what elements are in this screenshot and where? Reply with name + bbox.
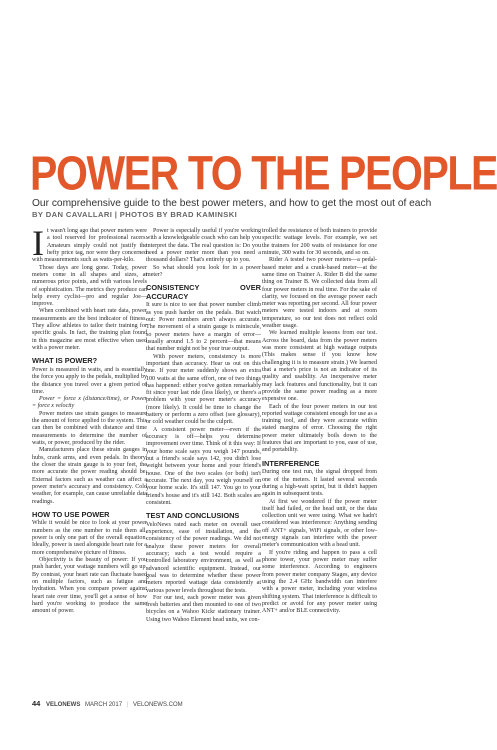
paragraph: Each of the four power meters in our test reported wattage consistent enough for use as a training tool, and they were accurate within stated margins of error. Choosing the right power meter ultimately boils down to the features that are important to you, ease of use, and portability. [262,403,377,454]
section-heading-interference: INTERFERENCE [262,458,320,468]
paragraph: A consistent power meter—even if the accuracy is off—helps you determine improvement over time. Think of it this way: If your home scale says you weigh 147 pounds, but a friend's scale says 142, you didn't lose weight between your home and your friend's house. One of the two scales (or both) isn't accurate. The next day, you weigh yourself on your home scale. It's still 147. You go to your friend's house and it's still 142. Both scales are consistent. [146,426,261,506]
section-heading-how-to-use-power: HOW TO USE POWER [32,509,110,519]
section-heading-what-is-power: WHAT IS POWER? [32,356,98,366]
article-subtitle: Our comprehensive guide to the best power meters, and how to get the most out of each [32,198,432,209]
paragraph: So what should you look for in a power meter? [146,264,261,278]
page-footer [32,699,183,708]
paragraph: We learned multiple lessons from our test. Across the board, data from the power meters was more consistent at high wattage outputs (This makes sense if you know how challenging it is to measure strain.) We learned that a meter's price is not an indicator of its quality and usability. An inexpensive meter may lack features and functionality, but it can provide the same power reading as a more expensive one. [262,330,377,403]
section-heading-consistency: CONSISTENCY OVER ACCURACY [146,283,261,301]
paragraph: It sure is nice to see that power number climb as you push harder on the pedals. But watch out: Power numbers aren't always accurate. The movement of a strain gauge is miniscule, so power meters have a margin of error—usually around 1.5 to 2 percent—that means that number might not be your true output. [146,302,261,353]
footer-brand: VELONEWS [46,702,81,708]
article-byline: BY DAN CAVALLARI | PHOTOS BY BRAD KAMINSKI [32,210,238,219]
article-title: POWER TO THE PEOPLE [30,145,497,201]
paragraph: During one test run, the signal dropped from one of the meters. It lasted several seconds during a high-watt sprint, but it didn't happen again in subsequent tests. [262,469,377,498]
paragraph: Power meters use strain gauges to measure the amount of force applied to the system. This can then be combined with distance and time measurements to determine the number of watts, or power, produced by the rider. [32,410,147,447]
paragraph: At first we wondered if the power meter itself had failed, or the head unit, or the data collection unit we were using. What we hadn't considered was interference: Anything sending off ANT+ signals, WiFi signals, or other low-energy signals can interfere with the power meter's communication with a head unit. [262,498,377,549]
text-column-1 [32,223,147,616]
paragraph: VeloNews rated each meter on overall user experience, ease of installation, and the consistency of the power readings. We did not analyze these power meters for overall accuracy; such a test would require a controlled laboratory environment, as well as advanced scientific equipment. Instead, our goal was to determine whether these power meters reported wattage data consistently at various power levels throughout the tests. [146,521,261,594]
text-column-2 [146,228,261,624]
paragraph: If you're riding and happen to pass a cell phone tower, your power meter may suffer some interference. According to engineers from power meter company Stages, any device using the 2.4 GHz bandwidth can interfere with a power meter, including your wireless shifting system. That interference is difficult to predict or avoid for any power meter using ANT+ and/or BLE connectivity. [262,549,377,615]
paragraph: For our test, each power meter was given fresh batteries and then mounted to one of two bicycles on a Wahoo Kickr stationary trainer. Using two Wahoo Element head units, we con- [146,594,261,623]
paragraph: While it would be nice to look at your power numbers as the one number to rule them all, power is only one part of the overall equation. Ideally, power is used alongside heart rate for a more comprehensive picture of fitness. [32,520,147,556]
section-heading-test-and-conclusions: TEST AND CONCLUSIONS [146,511,240,521]
paragraph: Those days are long gone. Today, power meters come in all shapes and sizes, at numerous price points, and with various levels of sophistication. The metrics they produce can help every cyclist—pro and regular Joe—improve. [32,264,147,308]
paragraph: Power is measured in watts, and is essentially the force you apply to the pedals, multiplied by the distance you travel over a given period of time. [32,366,147,395]
intro-paragraph: It wasn't long ago that power meters were a tool reserved for professional racers. Amateurs simply could not justify the hefty price tag, nor were they concerned with measurements such as watts-per-kilo. [32,223,147,264]
paragraph: Objectivity is the beauty of power: If you push harder, your wattage numbers will go up. By contrast, your heart rate can fluctuate based on multiple factors, such as fatigue and hydration. When you compare power against heart rate over time, you'll get a sense of how hard you're working to produce the same amount of power. [32,557,147,615]
text-column-3 [262,228,377,616]
drop-cap: I [32,223,44,263]
page-number: 44 [32,699,41,708]
footer-issue: MARCH 2017 [85,702,123,708]
footer-separator: | [126,702,129,708]
paragraph: Power is especially useful if you're working with a knowledgeable coach who can help you interpret the data. The real question is: Do you need a power meter more than you need a thousand dollars? That's entirely up to you. [146,228,261,264]
paragraph: trolled the resistance of both trainers to provide specific wattage levels. For example, we set the trainers for 200 watts of resistance for one minute, 300 watts for 30 seconds, and so on. [262,228,377,256]
paragraph: Rider A tested two power meters—a pedal-based meter and a crank-based meter—at the same time on Trainer A. Rider B did the same thing on Trainer B. We collected data from all four power meters in real time. For the sake of clarity, we focused on the average power each meter was reporting per second. All four power meters were tested indoors and at room temperature, so our test does not reflect cold weather usage. [262,257,377,330]
top-blank-area [0,0,422,116]
footer-website: VELONEWS.COM [132,702,183,708]
paragraph: Manufacturers place these strain gauges in hubs, crank arms, and even pedals. In theory, the closer the strain gauge is to your feet, the more accurate the power reading should be. External factors such as weather can affect a power meter's accuracy and consistency. Cold weather, for example, can cause unreliable data readings. [32,447,147,505]
power-formula: Power = force x (distance/time), or Power = force x velocity [32,396,147,410]
paragraph: With power meters, consistency is more important than accuracy. Hear us out on this one. If your meter suddenly shows an extra 100 watts at the same effort, one of two things has happened: either you've gotten remarkably fit since your last ride (less likely), or there's a problem with your power meter's accuracy (more likely). It could be time to change the battery or perform a zero offset (see glossary), or cold weather could be the culprit. [146,353,261,426]
paragraph: When combined with heart rate data, power measurements are the best indicator of fitness. They allow athletes to tailor their training for specific goals. In fact, the training plan found in this magazine are most effective when used with a power meter. [32,308,147,351]
